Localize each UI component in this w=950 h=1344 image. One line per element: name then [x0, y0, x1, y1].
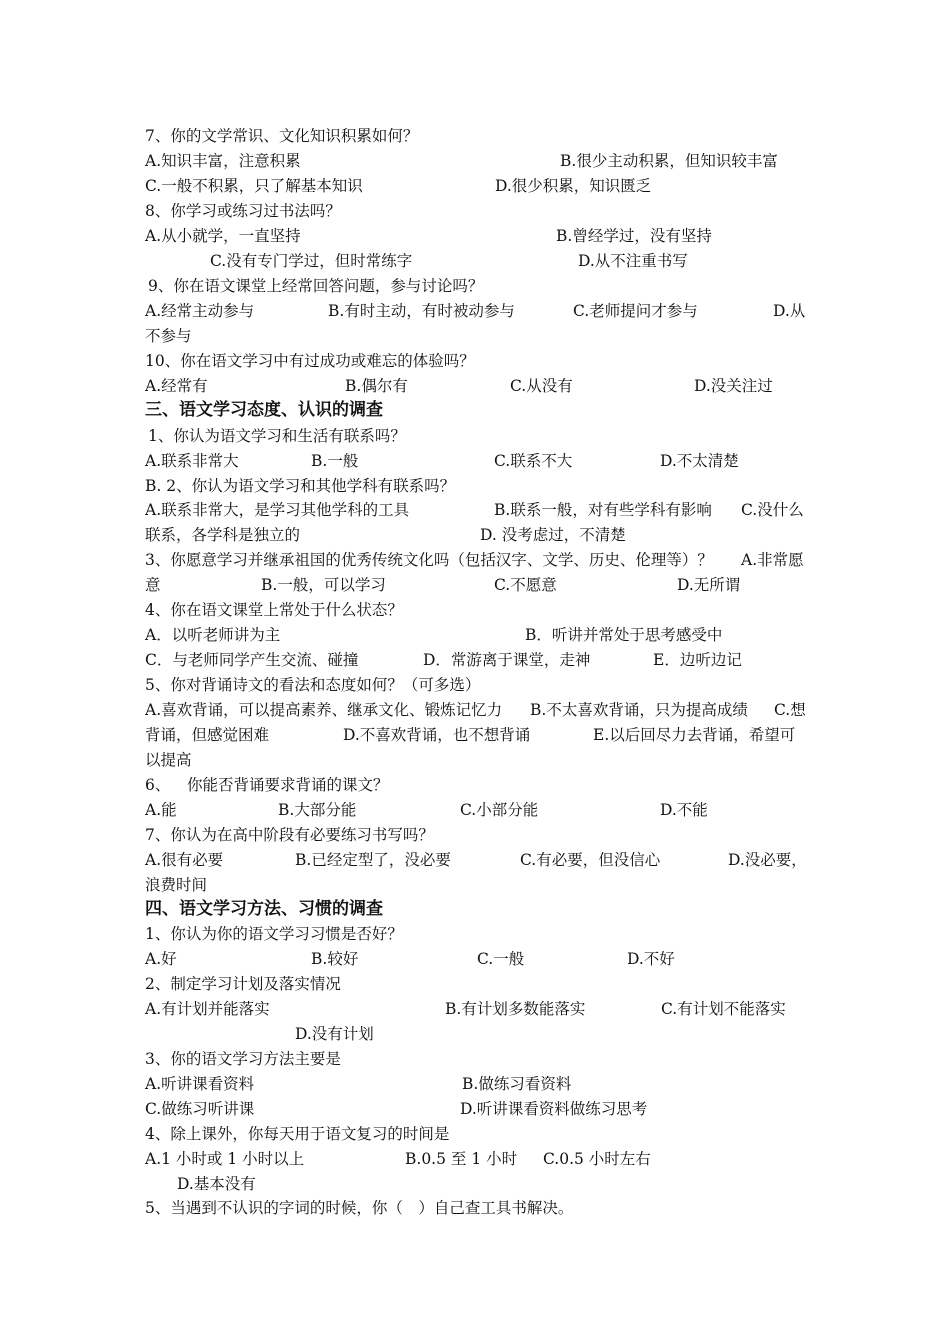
s4-question-2: 2、制定学习计划及落实情况 [145, 975, 341, 993]
s3-option-4-e: E．边听边记 [653, 651, 742, 669]
s3-option-5-e: E.以后回尽力去背诵，希望可 [593, 726, 796, 744]
s3-option-5-c: C.想 [774, 701, 806, 719]
option-7-a: A.知识丰富，注意积累 [145, 152, 301, 170]
s3-option-3-a: A.非常愿 [741, 551, 804, 569]
option-8-d: D.从不注重书写 [578, 252, 688, 270]
s4-option-2-b: B.有计划多数能落实 [445, 1000, 586, 1018]
option-7-c: C.一般不积累，只了解基本知识 [145, 177, 363, 195]
option-10-a: A.经常有 [145, 377, 208, 395]
section-4-heading: 四、语文学习方法、习惯的调查 [145, 899, 383, 919]
s3-option-4-c: C．与老师同学产生交流、碰撞 [145, 651, 359, 669]
s4-question-1: 1、你认为你的语文学习习惯是否好？ [145, 925, 403, 943]
s3-option-7-b: B.已经定型了，没必要 [295, 851, 451, 869]
s3-question-7: 7、你认为在高中阶段有必要练习书写吗？ [145, 826, 434, 844]
option-8-a: A.从小就学，一直坚持 [145, 227, 301, 245]
s4-option-3-c: C.做练习听讲课 [145, 1100, 255, 1118]
s3-option-1-a: A.联系非常大 [145, 452, 239, 470]
s3-question-4: 4、你在语文课堂上常处于什么状态？ [145, 601, 403, 619]
option-9-a: A.经常主动参与 [145, 302, 255, 320]
option-8-b: B.曾经学过，没有坚持 [556, 227, 712, 245]
s3-option-4-b: B．听讲并常处于思考感受中 [525, 626, 723, 644]
s4-question-4: 4、除上课外，你每天用于语文复习的时间是 [145, 1125, 450, 1143]
option-8-c: C.没有专门学过，但时常练字 [210, 252, 413, 270]
option-10-d: D.没关注过 [694, 377, 773, 395]
s3-option-7-d-cont: 浪费时间 [145, 876, 208, 894]
option-7-d: D.很少积累，知识匮乏 [495, 177, 652, 195]
s3-option-5-e-cont: 以提高 [145, 751, 192, 769]
s3-option-2-b: B.联系一般，对有些学科有影响 [494, 501, 712, 519]
question-9: 9、你在语文课堂上经常回答问题，参与讨论吗？ [148, 277, 484, 295]
s3-option-7-a: A.很有必要 [145, 851, 224, 869]
s3-option-1-c: C.联系不大 [494, 452, 573, 470]
s3-option-3-b: B.一般，可以学习 [261, 576, 386, 594]
question-7: 7、你的文学常识、文化知识积累如何？ [145, 127, 419, 145]
option-9-d-cont: 不参与 [145, 327, 192, 345]
s3-option-7-d: D.没必要， [728, 851, 807, 869]
s3-option-5-c-cont: 背诵，但感觉困难 [145, 726, 270, 744]
option-7-b: B.很少主动积累，但知识较丰富 [560, 152, 778, 170]
s3-option-1-d: D.不太清楚 [660, 452, 739, 470]
s3-option-6-c: C.小部分能 [460, 801, 539, 819]
s4-option-4-d: D.基本没有 [177, 1175, 256, 1193]
s3-option-2-c-cont: 联系，各学科是独立的 [145, 526, 301, 544]
s3-option-6-a: A.能 [145, 801, 177, 819]
s3-question-2: B. 2、你认为语文学习和其他学科有联系吗？ [145, 477, 456, 495]
s3-question-1: 1、你认为语文学习和生活有联系吗？ [148, 427, 406, 445]
s4-option-1-d: D.不好 [627, 950, 675, 968]
s3-question-5: 5、你对背诵诗文的看法和态度如何？（可多选） [145, 676, 481, 694]
s4-option-2-c: C.有计划不能落实 [661, 1000, 786, 1018]
s4-option-4-a: A.1 小时或 1 小时以上 [145, 1150, 305, 1168]
s3-question-3: 3、你愿意学习并继承祖国的优秀传统文化吗（包括汉字、文学、历史、伦理等）？ [145, 551, 713, 569]
s4-option-1-a: A.好 [145, 950, 177, 968]
question-8: 8、你学习或练习过书法吗？ [145, 202, 341, 220]
s3-option-6-b: B.大部分能 [278, 801, 357, 819]
s4-option-2-a: A.有计划并能落实 [145, 1000, 270, 1018]
option-9-c: C.老师提问才参与 [573, 302, 698, 320]
s3-option-2-a: A.联系非常大，是学习其他学科的工具 [145, 501, 410, 519]
s3-option-6-d: D.不能 [660, 801, 708, 819]
option-10-c: C.从没有 [510, 377, 573, 395]
s4-option-1-c: C.一般 [477, 950, 525, 968]
s4-option-2-d: D.没有计划 [295, 1025, 374, 1043]
option-9-b: B.有时主动，有时被动参与 [328, 302, 515, 320]
s3-option-4-a: A．以听老师讲为主 [145, 626, 281, 644]
s3-option-2-d: D. 没考虑过，不清楚 [480, 526, 626, 544]
s3-option-3-d: D.无所谓 [677, 576, 741, 594]
option-9-d: D.从 [773, 302, 806, 320]
question-10: 10、你在语文学习中有过成功或难忘的体验吗？ [145, 352, 475, 370]
s4-option-4-c: C.0.5 小时左右 [543, 1150, 651, 1168]
s3-option-2-c: C.没什么 [741, 501, 804, 519]
option-10-b: B.偶尔有 [345, 377, 408, 395]
s3-option-7-c: C.有必要，但没信心 [520, 851, 661, 869]
s3-question-6-num: 6、 [145, 776, 171, 794]
s4-option-3-d: D.听讲课看资料做练习思考 [460, 1100, 648, 1118]
s3-option-3-a-cont: 意 [145, 576, 161, 594]
s4-option-3-a: A.听讲课看资料 [145, 1075, 255, 1093]
s4-option-4-b: B.0.5 至 1 小时 [405, 1150, 518, 1168]
s3-option-1-b: B.一般 [311, 452, 359, 470]
s3-question-6: 你能否背诵要求背诵的课文？ [187, 776, 389, 794]
s4-option-1-b: B.较好 [311, 950, 359, 968]
s3-option-4-d: D．常游离于课堂，走神 [423, 651, 591, 669]
s3-option-5-a: A.喜欢背诵，可以提高素养、继承文化、锻炼记忆力 [145, 701, 503, 719]
s4-question-5: 5、当遇到不认识的字词的时候，你（ ）自己查工具书解决。 [145, 1199, 574, 1217]
s4-question-3: 3、你的语文学习方法主要是 [145, 1050, 341, 1068]
s3-option-5-b: B.不太喜欢背诵，只为提高成绩 [530, 701, 748, 719]
section-3-heading: 三、语文学习态度、认识的调查 [145, 400, 383, 420]
s3-option-3-c: C.不愿意 [494, 576, 557, 594]
s4-option-3-b: B.做练习看资料 [462, 1075, 572, 1093]
s3-option-5-d: D.不喜欢背诵，也不想背诵 [343, 726, 531, 744]
